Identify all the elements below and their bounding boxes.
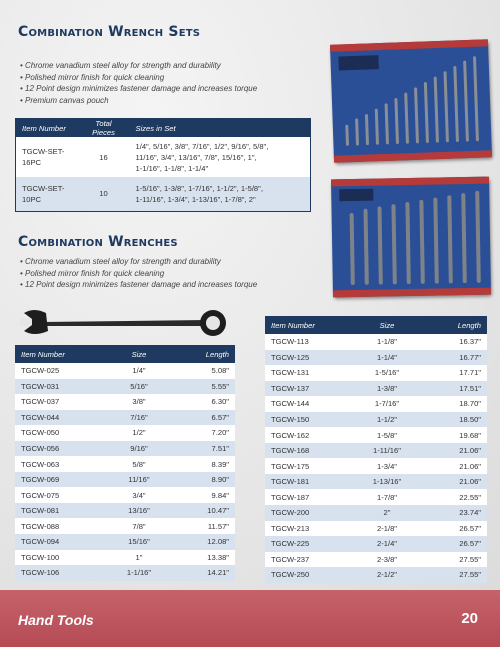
- item-number-cell: TGCW-050: [15, 425, 103, 441]
- col-header-item: Item Number: [15, 345, 103, 363]
- col-header-length: Length: [425, 316, 487, 334]
- table-row: [15, 518, 235, 534]
- size-cell: 1-7/8": [349, 489, 425, 505]
- length-cell: 23.74": [425, 505, 487, 521]
- size-cell: 7/16": [103, 410, 175, 426]
- length-cell: 14.21": [175, 565, 235, 581]
- item-number-line: TGCW-SET-: [22, 183, 65, 193]
- item-number-cell: TGCW-088: [15, 518, 103, 534]
- length-cell: 9.84": [175, 487, 235, 503]
- item-number-cell: TGCW-131: [265, 365, 349, 381]
- col-header-item: Item Number: [265, 316, 349, 334]
- length-cell: 13.38": [175, 550, 235, 566]
- length-cell: 12.08": [175, 534, 235, 550]
- wrench-sets-table: [15, 118, 311, 212]
- item-number-cell: TGCW-168: [265, 443, 349, 459]
- table-row: [265, 427, 487, 443]
- feature-bullet: • Chrome vanadium steel alloy for strength and durability: [20, 256, 257, 268]
- sizes-line: 1-11/16", 1-3/4", 1-13/16", 1-7/8", 2": [135, 194, 256, 204]
- item-number-cell: TGCW-037: [15, 394, 103, 410]
- table-row: [15, 363, 235, 379]
- item-number-cell: TGCW-162: [265, 427, 349, 443]
- col-header-size: Size: [349, 316, 425, 334]
- table-row: [15, 441, 235, 457]
- table-row: [265, 412, 487, 428]
- combination-wrench-icon: [20, 305, 230, 340]
- length-cell: 27.55": [425, 552, 487, 568]
- col-header-sizes: Sizes in Set: [130, 119, 311, 138]
- feature-bullet: • Chrome vanadium steel alloy for strength and durability: [20, 60, 257, 72]
- size-cell: 2": [349, 505, 425, 521]
- length-cell: 17.71": [425, 365, 487, 381]
- table-header-row: [15, 345, 235, 363]
- length-cell: 21.06": [425, 474, 487, 490]
- table-header-row: [265, 316, 487, 334]
- total-pieces-cell: 16: [78, 137, 130, 177]
- item-number-line: 16PC: [22, 158, 41, 167]
- size-cell: 1": [103, 550, 175, 566]
- length-cell: 21.06": [425, 443, 487, 459]
- length-cell: 21.06": [425, 458, 487, 474]
- size-cell: 13/16": [103, 503, 175, 519]
- table-row: [16, 137, 311, 177]
- size-cell: 7/8": [103, 518, 175, 534]
- length-cell: 5.08": [175, 363, 235, 379]
- combination-wrenches-table-right: [265, 316, 487, 583]
- sets-feature-list: [20, 60, 257, 106]
- table-row: [15, 394, 235, 410]
- item-number-cell: [16, 137, 78, 177]
- item-number-cell: TGCW-237: [265, 552, 349, 568]
- size-cell: 2-1/2": [349, 567, 425, 583]
- table-row: [15, 410, 235, 426]
- feature-bullet: • Premium canvas pouch: [20, 95, 257, 107]
- length-cell: 8.39": [175, 456, 235, 472]
- length-cell: 17.51": [425, 381, 487, 397]
- table-row: [265, 350, 487, 366]
- length-cell: 19.68": [425, 427, 487, 443]
- wrench-set-icon: [330, 39, 492, 162]
- size-cell: 1-11/16": [349, 443, 425, 459]
- length-cell: 5.55": [175, 379, 235, 395]
- item-number-cell: TGCW-069: [15, 472, 103, 488]
- page-number: 20: [461, 610, 478, 627]
- item-number-cell: TGCW-250: [265, 567, 349, 583]
- sizes-cell: [130, 177, 311, 211]
- item-number-cell: TGCW-137: [265, 381, 349, 397]
- size-cell: 1-1/4": [349, 350, 425, 366]
- item-number-cell: TGCW-225: [265, 536, 349, 552]
- table-row: [265, 567, 487, 583]
- table-row: [15, 550, 235, 566]
- size-cell: 3/8": [103, 394, 175, 410]
- item-number-cell: TGCW-144: [265, 396, 349, 412]
- length-cell: 27.55": [425, 567, 487, 583]
- item-number-cell: TGCW-113: [265, 334, 349, 350]
- feature-bullet: • 12 Point design minimizes fastener damage and increases torque: [20, 279, 257, 291]
- table-row: [265, 536, 487, 552]
- table-row: [265, 396, 487, 412]
- length-cell: 18.70": [425, 396, 487, 412]
- size-cell: 1-13/16": [349, 474, 425, 490]
- table-row: [15, 565, 235, 581]
- size-cell: 1-1/8": [349, 334, 425, 350]
- item-number-cell: TGCW-075: [15, 487, 103, 503]
- size-cell: 9/16": [103, 441, 175, 457]
- length-cell: 6.30": [175, 394, 235, 410]
- size-cell: 1-3/4": [349, 458, 425, 474]
- table-row: [265, 334, 487, 350]
- length-cell: 26.57": [425, 536, 487, 552]
- table-row: [265, 521, 487, 537]
- size-cell: 15/16": [103, 534, 175, 550]
- table-row: [265, 365, 487, 381]
- table-row: [15, 487, 235, 503]
- col-header-item: Item Number: [16, 119, 78, 138]
- sizes-line: 1/4", 5/16", 3/8", 7/16", 1/2", 9/16", 5/8",: [135, 141, 269, 151]
- item-number-cell: TGCW-025: [15, 363, 103, 379]
- page-footer: [0, 590, 500, 647]
- total-pieces-cell: 10: [78, 177, 130, 211]
- size-cell: 1-1/2": [349, 412, 425, 428]
- col-header-pieces: Total Pieces: [78, 119, 130, 138]
- wrench-set-16pc-pouch-image: [330, 39, 492, 162]
- length-cell: 26.57": [425, 521, 487, 537]
- sizes-line: 11/16", 3/4", 13/16", 7/8", 15/16", 1",: [135, 152, 257, 162]
- length-cell: 7.20": [175, 425, 235, 441]
- item-number-cell: TGCW-031: [15, 379, 103, 395]
- size-cell: 5/8": [103, 456, 175, 472]
- item-number-cell: TGCW-100: [15, 550, 103, 566]
- length-cell: 16.37": [425, 334, 487, 350]
- item-number-line: TGCW-SET-: [22, 147, 65, 156]
- table-row: [265, 443, 487, 459]
- length-cell: 22.55": [425, 489, 487, 505]
- table-row: [15, 534, 235, 550]
- item-number-cell: TGCW-187: [265, 489, 349, 505]
- sets-section-title: Combination Wrench Sets: [18, 24, 201, 40]
- footer-category: Hand Tools: [18, 612, 94, 628]
- table-row: [265, 505, 487, 521]
- table-row: [265, 474, 487, 490]
- item-number-cell: TGCW-063: [15, 456, 103, 472]
- item-number-cell: TGCW-106: [15, 565, 103, 581]
- table-row: [15, 503, 235, 519]
- wrench-set-10pc-pouch-image: [331, 177, 491, 298]
- size-cell: 1-5/8": [349, 427, 425, 443]
- size-cell: 1/4": [103, 363, 175, 379]
- item-number-cell: TGCW-181: [265, 474, 349, 490]
- size-cell: 1/2": [103, 425, 175, 441]
- item-number-cell: TGCW-125: [265, 350, 349, 366]
- feature-bullet: • Polished mirror finish for quick cleaning: [20, 268, 257, 280]
- sizes-line: 1-1/16", 1-1/8", 1-1/4": [135, 163, 209, 173]
- col-header-length: Length: [175, 345, 235, 363]
- table-row: [265, 381, 487, 397]
- length-cell: 6.57": [175, 410, 235, 426]
- size-cell: 11/16": [103, 472, 175, 488]
- item-number-cell: TGCW-213: [265, 521, 349, 537]
- table-row: [265, 489, 487, 505]
- size-cell: 1-7/16": [349, 396, 425, 412]
- size-cell: 2-1/4": [349, 536, 425, 552]
- item-number-cell: TGCW-200: [265, 505, 349, 521]
- combination-wrenches-table-left: [15, 345, 235, 581]
- wrench-set-icon: [331, 177, 491, 298]
- item-number-cell: TGCW-044: [15, 410, 103, 426]
- wrenches-section-title: Combination Wrenches: [18, 234, 178, 250]
- feature-bullet: • Polished mirror finish for quick cleaning: [20, 72, 257, 84]
- item-number-line: 10PC: [22, 194, 41, 204]
- table-row: [15, 425, 235, 441]
- length-cell: 8.90": [175, 472, 235, 488]
- size-cell: 3/4": [103, 487, 175, 503]
- table-row: [265, 552, 487, 568]
- wrenches-feature-list: [20, 256, 257, 291]
- size-cell: 1-3/8": [349, 381, 425, 397]
- length-cell: 10.47": [175, 503, 235, 519]
- table-row: [16, 177, 311, 211]
- item-number-cell: TGCW-175: [265, 458, 349, 474]
- size-cell: 5/16": [103, 379, 175, 395]
- length-cell: 7.51": [175, 441, 235, 457]
- item-number-cell: TGCW-094: [15, 534, 103, 550]
- table-row: [15, 456, 235, 472]
- length-cell: 18.50": [425, 412, 487, 428]
- length-cell: 11.57": [175, 518, 235, 534]
- size-cell: 2-1/8": [349, 521, 425, 537]
- feature-bullet: • 12 Point design minimizes fastener damage and increases torque: [20, 83, 257, 95]
- item-number-cell: TGCW-150: [265, 412, 349, 428]
- size-cell: 2-3/8": [349, 552, 425, 568]
- table-row: [265, 458, 487, 474]
- table-row: [15, 379, 235, 395]
- col-header-size: Size: [103, 345, 175, 363]
- size-cell: 1-5/16": [349, 365, 425, 381]
- table-header-row: [16, 119, 311, 138]
- item-number-cell: [16, 177, 78, 211]
- length-cell: 16.77": [425, 350, 487, 366]
- table-row: [15, 472, 235, 488]
- size-cell: 1-1/16": [103, 565, 175, 581]
- sizes-line: 1-5/16", 1-3/8", 1-7/16", 1-1/2", 1-5/8",: [135, 183, 263, 193]
- item-number-cell: TGCW-056: [15, 441, 103, 457]
- sizes-cell: [130, 137, 311, 177]
- item-number-cell: TGCW-081: [15, 503, 103, 519]
